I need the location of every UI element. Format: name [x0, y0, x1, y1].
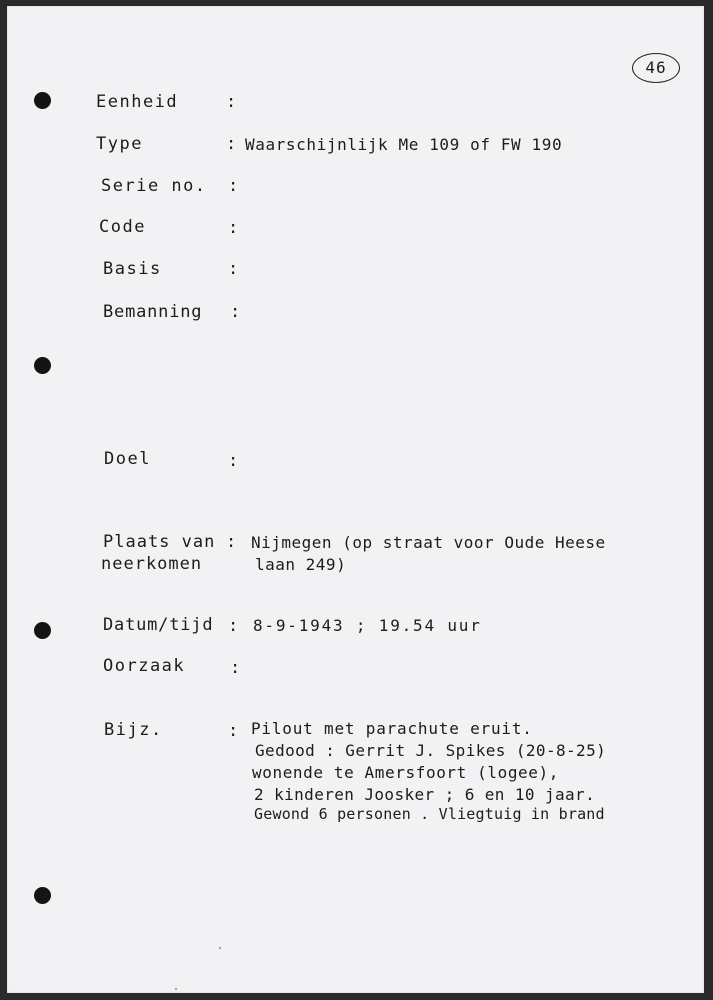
plaats-label-line2: neerkomen	[101, 554, 203, 574]
bijz-colon: :	[228, 721, 239, 741]
punch-hole-3	[34, 622, 51, 639]
plaats-label-line1: Plaats van	[103, 532, 216, 552]
bijz-line: Pilout met parachute eruit.	[251, 719, 533, 738]
eenheid-colon: :	[226, 92, 237, 112]
datum-colon: :	[228, 616, 239, 636]
paper-speck	[175, 988, 177, 990]
punch-hole-2	[34, 357, 51, 374]
document-page	[7, 6, 704, 993]
basis-colon: :	[228, 259, 239, 279]
serie-label: Serie no.	[101, 176, 207, 196]
bijz-line: wonende te Amersfoort (logee),	[252, 763, 559, 782]
punch-hole-1	[34, 92, 51, 109]
plaats-colon: :	[226, 532, 237, 552]
oorzaak-label: Oorzaak	[103, 656, 186, 676]
bemanning-label: Bemanning	[103, 302, 203, 322]
doel-label: Doel	[104, 449, 151, 469]
doel-colon: :	[228, 451, 239, 471]
bijz-line: 2 kinderen Joosker ; 6 en 10 jaar.	[254, 785, 596, 804]
page-number: 46	[632, 53, 680, 83]
type-colon: :	[226, 134, 237, 154]
datum-label: Datum/tijd	[103, 615, 214, 635]
bemanning-colon: :	[230, 302, 241, 322]
code-colon: :	[228, 218, 239, 238]
bijz-line: Gedood : Gerrit J. Spikes (20-8-25)	[255, 741, 607, 760]
bijz-label: Bijz.	[104, 720, 163, 740]
type-label: Type	[96, 134, 143, 154]
basis-label: Basis	[103, 259, 162, 279]
datum-value: 8-9-1943 ; 19.54 uur	[253, 616, 482, 635]
paper-speck	[219, 947, 221, 949]
bijz-line: Gewond 6 personen . Vliegtuig in brand	[254, 805, 605, 823]
oorzaak-colon: :	[230, 658, 241, 678]
code-label: Code	[99, 217, 146, 237]
eenheid-label: Eenheid	[96, 92, 179, 112]
serie-colon: :	[228, 176, 239, 196]
punch-hole-4	[34, 887, 51, 904]
plaats-value-line1: Nijmegen (op straat voor Oude Heese	[251, 533, 606, 552]
plaats-value-line2: laan 249)	[255, 555, 347, 574]
type-value: Waarschijnlijk Me 109 of FW 190	[245, 135, 563, 154]
